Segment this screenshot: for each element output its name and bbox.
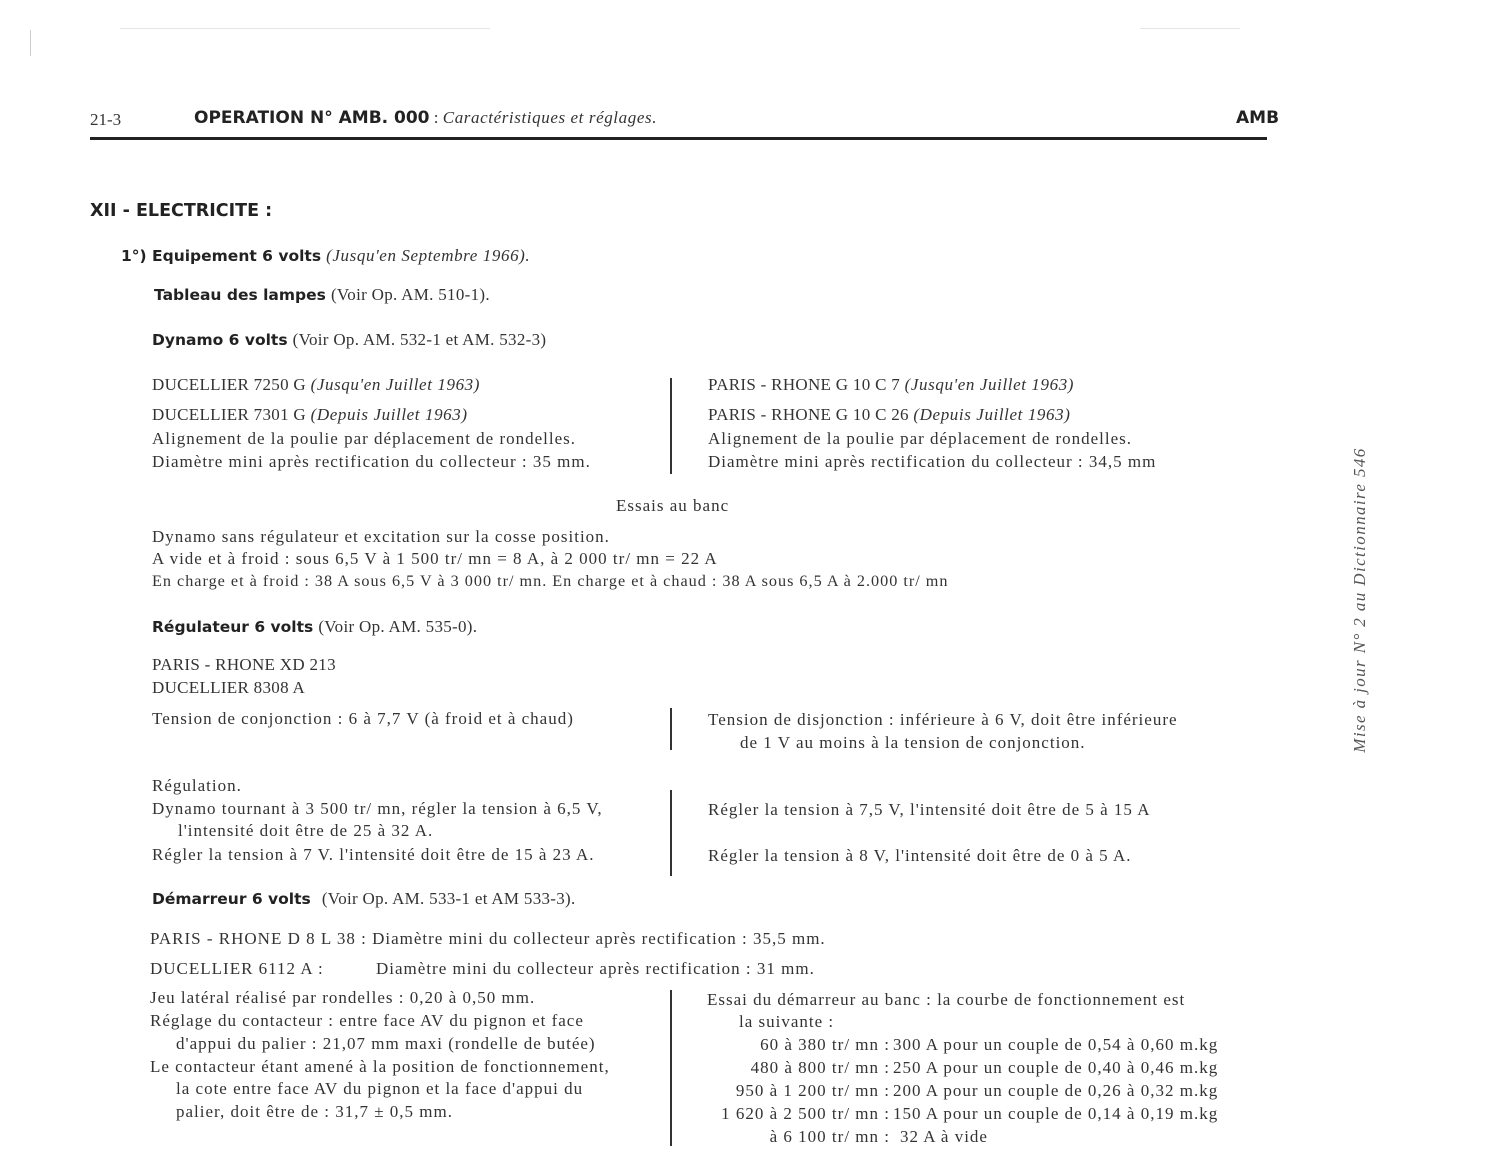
scan-mark-top bbox=[120, 28, 490, 29]
regulation-left-1: Dynamo tournant à 3 500 tr/ mn, régler la tension à 6,5 V, bbox=[152, 799, 603, 818]
demarreur-ducellier-text: Diamètre mini du collecteur après rectification : 31 mm. bbox=[376, 959, 815, 978]
regulateur-model-1: PARIS - RHONE XD 213 bbox=[152, 655, 336, 674]
demarreur-left-4: Le contacteur étant amené à la position de fonctionnement, bbox=[150, 1057, 610, 1076]
page-number: 21-3 bbox=[90, 110, 122, 129]
model-name: DUCELLIER 7301 G bbox=[152, 405, 307, 424]
disjonction-text-2: de 1 V au moins à la tension de conjonction. bbox=[740, 733, 1086, 752]
conjonction-text: Tension de conjonction : 6 à 7,7 V (à froid et à chaud) bbox=[152, 709, 574, 728]
curve-range: 1 620 à 2 500 tr/ mn : bbox=[721, 1104, 890, 1123]
dynamo-left-model-1 bbox=[152, 375, 480, 395]
dynamo-label: Dynamo 6 volts bbox=[152, 331, 288, 349]
regulation-right-1: Régler la tension à 7,5 V, l'intensité doit être de 5 à 15 A bbox=[708, 800, 1151, 819]
demarreur-right-1: Essai du démarreur au banc : la courbe de fonctionnement est bbox=[707, 990, 1186, 1009]
dynamo-right-line-4: Diamètre mini après rectification du collecteur : 34,5 mm bbox=[708, 452, 1157, 471]
scan-mark-top-right bbox=[1140, 28, 1240, 29]
demarreur-left-1: Jeu latéral réalisé par rondelles : 0,20 à 0,50 mm. bbox=[150, 988, 536, 1007]
model-date: (Jusqu'en Juillet 1963) bbox=[904, 375, 1075, 394]
demarreur-left-5: la cote entre face AV du pignon et la face d'appui du bbox=[176, 1079, 584, 1098]
demarreur-ref: (Voir Op. AM. 533-1 et AM 533-3). bbox=[321, 889, 576, 908]
demarreur-right-2: la suivante : bbox=[739, 1012, 835, 1031]
header-subtitle: Caractéristiques et réglages. bbox=[442, 108, 658, 127]
model-name: PARIS - RHONE G 10 C 7 bbox=[708, 375, 901, 394]
dynamo-ref: (Voir Op. AM. 532-1 et AM. 532-3) bbox=[292, 330, 547, 349]
subsection-note: (Jusqu'en Septembre 1966). bbox=[326, 246, 531, 265]
regulation-left-3: Régler la tension à 7 V. l'intensité doit être de 15 à 23 A. bbox=[152, 845, 595, 864]
demarreur-ducellier-model: DUCELLIER 6112 A : bbox=[150, 959, 324, 978]
demarreur-left-6: palier, doit être de : 31,7 ± 0,5 mm. bbox=[176, 1102, 453, 1121]
curve-value: 250 A pour un couple de 0,40 à 0,46 m.kg bbox=[893, 1058, 1219, 1077]
column-divider bbox=[670, 708, 672, 750]
curve-range: 480 à 800 tr/ mn : bbox=[750, 1058, 890, 1077]
model-name: PARIS - RHONE G 10 C 26 bbox=[708, 405, 909, 424]
column-divider bbox=[670, 990, 672, 1146]
scan-mark-left bbox=[30, 30, 31, 56]
operation-number: OPERATION N° AMB. 000 bbox=[194, 108, 430, 128]
regulation-title: Régulation. bbox=[152, 776, 242, 795]
demarreur-heading bbox=[152, 889, 576, 909]
banc-line-3: En charge et à froid : 38 A sous 6,5 V à 3 000 tr/ mn. En charge et à chaud : 38 A sous 6,5 A à 2.000 tr/ mn bbox=[152, 572, 949, 590]
dynamo-right-model-1 bbox=[708, 375, 1074, 395]
curve-value: 32 A à vide bbox=[900, 1127, 988, 1146]
demarreur-left-2: Réglage du contacteur : entre face AV du pignon et face bbox=[150, 1011, 584, 1030]
header-separator: : bbox=[429, 108, 443, 127]
page-header-title bbox=[194, 108, 657, 128]
lampes-line bbox=[154, 285, 490, 305]
model-name: DUCELLIER 7250 G bbox=[152, 375, 307, 394]
curve-value: 300 A pour un couple de 0,54 à 0,60 m.kg bbox=[893, 1035, 1219, 1054]
regulateur-model-2: DUCELLIER 8308 A bbox=[152, 678, 306, 697]
curve-value: 150 A pour un couple de 0,14 à 0,19 m.kg bbox=[893, 1104, 1219, 1123]
curve-range: à 6 100 tr/ mn : bbox=[769, 1127, 890, 1146]
curve-value: 200 A pour un couple de 0,26 à 0,32 m.kg bbox=[893, 1081, 1219, 1100]
regulation-left-2: l'intensité doit être de 25 à 32 A. bbox=[178, 821, 434, 840]
dynamo-left-model-2 bbox=[152, 405, 468, 425]
section-title: XII - ELECTRICITE : bbox=[90, 201, 273, 221]
lampes-label: Tableau des lampes bbox=[154, 286, 326, 304]
regulateur-heading bbox=[152, 617, 477, 637]
column-divider bbox=[670, 378, 672, 474]
dynamo-right-line-3: Alignement de la poulie par déplacement de rondelles. bbox=[708, 429, 1133, 448]
banc-line-2: A vide et à froid : sous 6,5 V à 1 500 tr/ mn = 8 A, à 2 000 tr/ mn = 22 A bbox=[152, 549, 718, 568]
model-date: (Depuis Juillet 1963) bbox=[913, 405, 1071, 424]
regulateur-label: Régulateur 6 volts bbox=[152, 618, 314, 636]
disjonction-text-1: Tension de disjonction : inférieure à 6 V, doit être inférieure bbox=[708, 710, 1178, 729]
dynamo-left-line-3: Alignement de la poulie par déplacement de rondelles. bbox=[152, 429, 577, 448]
dynamo-left-line-4: Diamètre mini après rectification du collecteur : 35 mm. bbox=[152, 452, 591, 471]
dynamo-heading bbox=[152, 330, 546, 350]
column-divider bbox=[670, 790, 672, 876]
demarreur-paris-rhone: PARIS - RHONE D 8 L 38 : Diamètre mini du collecteur après rectification : 35,5 mm. bbox=[150, 929, 826, 948]
curve-range: 950 à 1 200 tr/ mn : bbox=[735, 1081, 890, 1100]
side-note: Mise à jour N° 2 au Dictionnaire 546 bbox=[1350, 447, 1369, 753]
model-date: (Depuis Juillet 1963) bbox=[310, 405, 468, 424]
dynamo-right-model-2 bbox=[708, 405, 1071, 425]
regulateur-ref: (Voir Op. AM. 535-0). bbox=[318, 617, 478, 636]
demarreur-left-3: d'appui du palier : 21,07 mm maxi (rondelle de butée) bbox=[176, 1034, 596, 1053]
banc-title: Essais au banc bbox=[616, 496, 730, 515]
regulation-right-2: Régler la tension à 8 V, l'intensité doit être de 0 à 5 A. bbox=[708, 846, 1132, 865]
lampes-ref: (Voir Op. AM. 510-1). bbox=[330, 285, 490, 304]
banc-line-1: Dynamo sans régulateur et excitation sur la cosse position. bbox=[152, 527, 610, 546]
model-date: (Jusqu'en Juillet 1963) bbox=[310, 375, 481, 394]
curve-range: 60 à 380 tr/ mn : bbox=[760, 1035, 890, 1054]
subsection-equipement bbox=[121, 246, 530, 266]
model-code: AMB bbox=[1236, 108, 1280, 128]
subsection-label: 1°) Equipement 6 volts bbox=[121, 247, 322, 265]
demarreur-label: Démarreur 6 volts bbox=[152, 890, 311, 908]
header-rule bbox=[90, 137, 1267, 140]
